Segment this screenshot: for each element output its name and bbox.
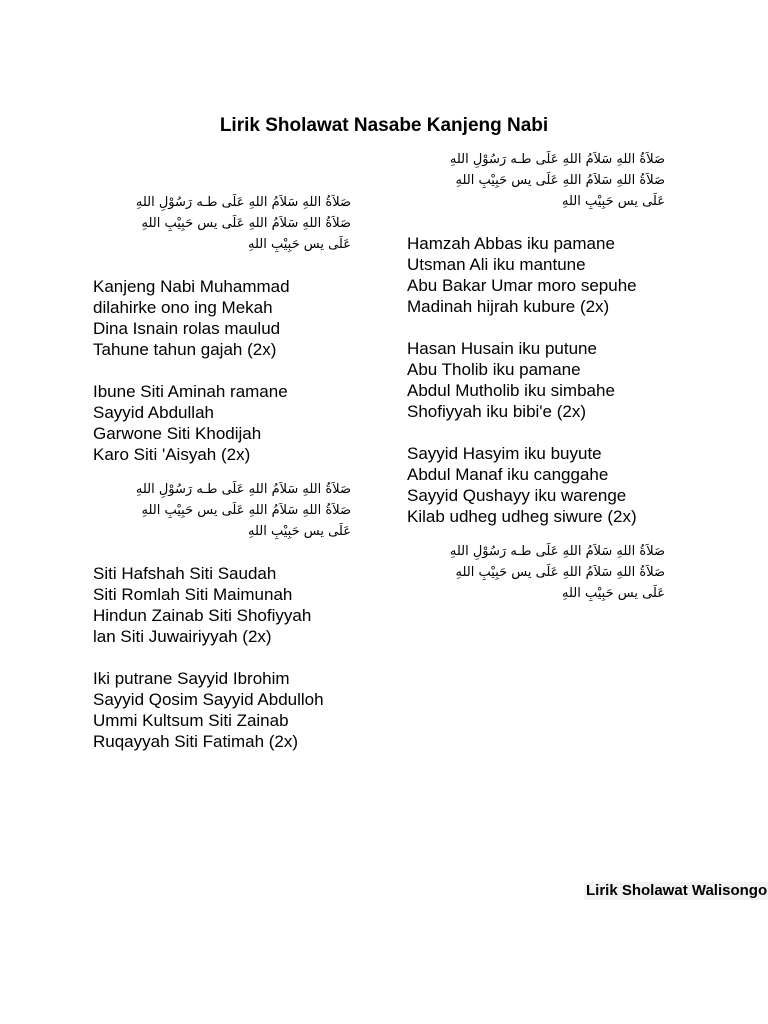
verse-line: Kanjeng Nabi Muhammad — [93, 277, 290, 296]
verse-line: Sayyid Abdullah — [93, 403, 214, 422]
arabic-line: عَلَى يس حَبِيْبِ اللهِ — [562, 194, 665, 209]
arabic-line: صَلاَةُ اللهِ سَلاَمُ اللهِ عَلَى يس حَبِيْبِ اللهِ — [141, 216, 351, 231]
verse — [93, 563, 393, 647]
verse-line: Garwone Siti Khodijah — [93, 424, 262, 443]
verse-line: Hasan Husain iku putune — [407, 339, 597, 358]
arabic-line: عَلَى يس حَبِيْبِ اللهِ — [248, 524, 351, 539]
verse-line: Hamzah Abbas iku pamane — [407, 234, 615, 253]
verse — [93, 276, 393, 360]
arabic-line: صَلاَةُ اللهِ سَلاَمُ اللهِ عَلَى طـه رَسُوْلِ اللهِ — [449, 152, 665, 167]
verse-line: Utsman Ali iku mantune — [407, 255, 586, 274]
verse-line: Siti Hafshah Siti Saudah — [93, 564, 277, 583]
arabic-line: صَلاَةُ اللهِ سَلاَمُ اللهِ عَلَى يس حَبِيْبِ اللهِ — [455, 565, 665, 580]
arabic-line: صَلاَةُ اللهِ سَلاَمُ اللهِ عَلَى يس حَبِيْبِ اللهِ — [455, 173, 665, 188]
right-column — [407, 149, 707, 604]
arabic-line: صَلاَةُ اللهِ سَلاَمُ اللهِ عَلَى يس حَبِيْبِ اللهِ — [141, 503, 351, 518]
verse-line: Abdul Mutholib iku simbahe — [407, 381, 615, 400]
verse-line: Iki putrane Sayyid Ibrohim — [93, 669, 290, 688]
verse-line: Dina Isnain rolas maulud — [93, 319, 281, 338]
verse-line: Ibune Siti Aminah ramane — [93, 382, 288, 401]
verse-line: Abu Tholib iku pamane — [407, 360, 581, 379]
page-title: Lirik Sholawat Nasabe Kanjeng Nabi — [219, 115, 549, 136]
verse-line: Madinah hijrah kubure (2x) — [407, 297, 610, 316]
arabic-line: صَلاَةُ اللهِ سَلاَمُ اللهِ عَلَى طـه رَسُوْلِ اللهِ — [135, 482, 351, 497]
verse-line: lan Siti Juwairiyyah (2x) — [93, 627, 272, 646]
verse-line: Hindun Zainab Siti Shofiyyah — [93, 606, 312, 625]
verse-line: Ummi Kultsum Siti Zainab — [93, 711, 289, 730]
footer-link-text: Lirik Sholawat Walisongo — [584, 882, 768, 900]
verse-line: Karo Siti 'Aisyah (2x) — [93, 445, 251, 464]
verse-line: Abdul Manaf iku canggahe — [407, 465, 609, 484]
arabic-line: صَلاَةُ اللهِ سَلاَمُ اللهِ عَلَى طـه رَسُوْلِ اللهِ — [135, 195, 351, 210]
arabic-refrain — [93, 479, 393, 542]
verse — [407, 443, 707, 527]
verse-line: Shofiyyah iku bibi'e (2x) — [407, 402, 586, 421]
arabic-refrain — [93, 192, 393, 255]
arabic-refrain — [407, 149, 707, 212]
verse — [93, 668, 393, 752]
verse-line: Tahune tahun gajah (2x) — [93, 340, 277, 359]
arabic-line: صَلاَةُ اللهِ سَلاَمُ اللهِ عَلَى طـه رَسُوْلِ اللهِ — [449, 544, 665, 559]
verse-line: dilahirke ono ing Mekah — [93, 298, 273, 317]
verse-line: Siti Romlah Siti Maimunah — [93, 585, 293, 604]
verse-line: Ruqayyah Siti Fatimah (2x) — [93, 732, 299, 751]
verse — [93, 381, 393, 465]
arabic-refrain — [407, 541, 707, 604]
arabic-line: عَلَى يس حَبِيْبِ اللهِ — [562, 586, 665, 601]
verse-line: Sayyid Hasyim iku buyute — [407, 444, 602, 463]
verse-line: Abu Bakar Umar moro sepuhe — [407, 276, 637, 295]
verse-line: Sayyid Qushayy iku warenge — [407, 486, 627, 505]
arabic-line: عَلَى يس حَبِيْبِ اللهِ — [248, 237, 351, 252]
verse-line: Kilab udheg udheg siwure (2x) — [407, 507, 637, 526]
verse — [407, 338, 707, 422]
verse-line: Sayyid Qosim Sayyid Abdulloh — [93, 690, 324, 709]
verse — [407, 233, 707, 317]
left-column — [93, 192, 393, 752]
